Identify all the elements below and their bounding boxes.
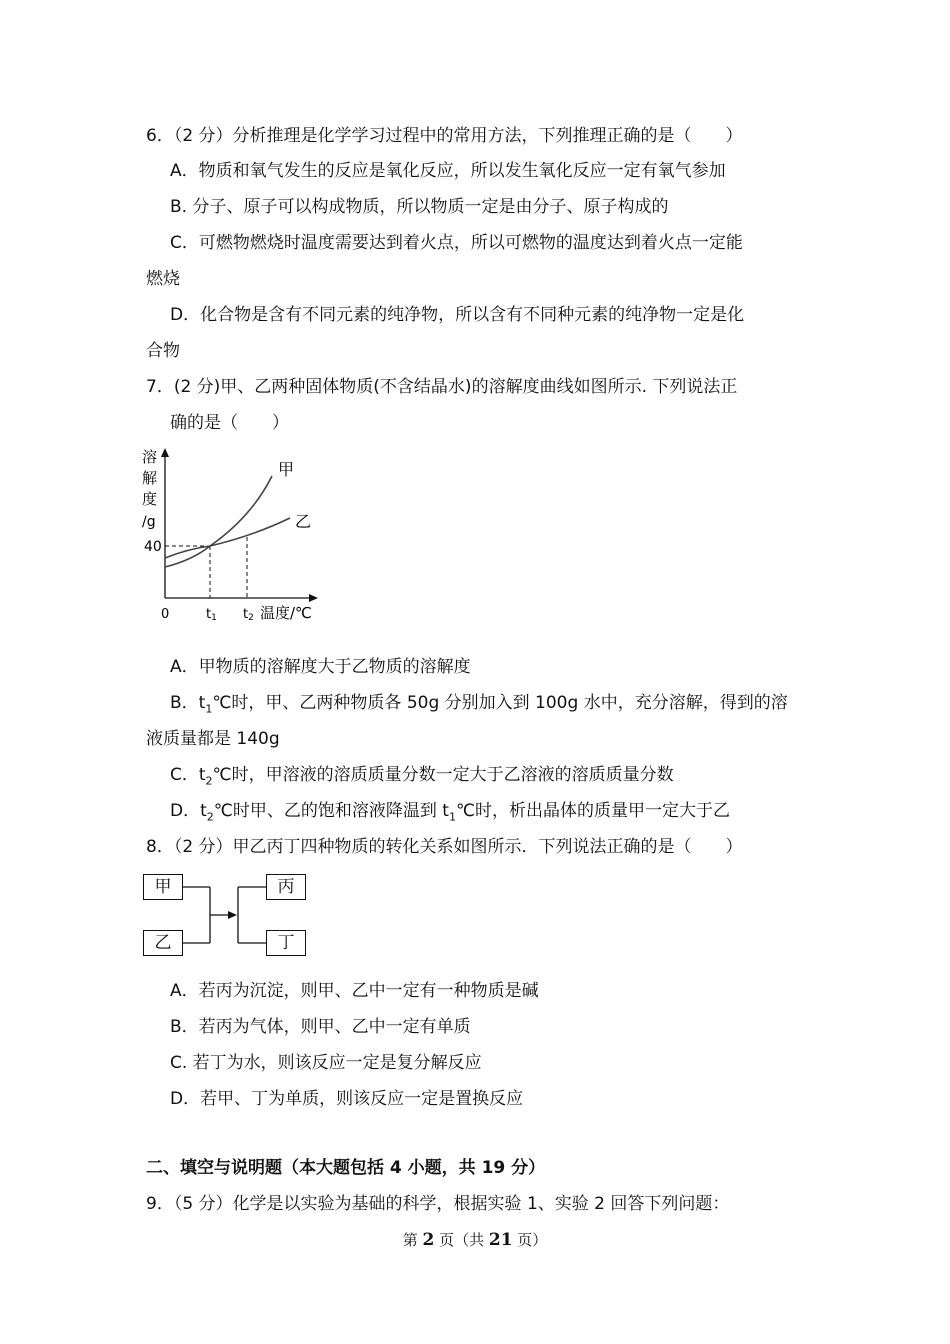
- box-ding: 丁: [266, 930, 306, 956]
- q6-option-c-line1: C．可燃物燃烧时温度需要达到着火点，所以可燃物的温度达到着火点一定能: [170, 233, 743, 253]
- diagram-connectors: [140, 868, 320, 963]
- q6-option-d-line2: 合物: [146, 341, 180, 361]
- box-yi: 乙: [143, 930, 183, 956]
- graph-t2-label: t2: [243, 607, 254, 623]
- q8-option-c: C. 若丁为水，则该反应一定是复分解反应: [170, 1053, 482, 1073]
- graph-ylabel-char-4: /g: [142, 514, 156, 530]
- graph-y-arrow: [161, 448, 169, 457]
- graph-origin: 0: [161, 607, 170, 622]
- curve-label-jia: 甲: [278, 460, 295, 479]
- q7-option-a: A．甲物质的溶解度大于乙物质的溶解度: [170, 657, 471, 677]
- q9-stem: 9．（5 分）化学是以实验为基础的科学，根据实验 1、实验 2 回答下列问题：: [146, 1194, 730, 1214]
- conversion-diagram: [140, 868, 320, 963]
- curve-yi: [165, 518, 290, 558]
- q6-stem: 6．（2 分）分析推理是化学学习过程中的常用方法，下列推理正确的是（ ）: [146, 126, 743, 146]
- q7-option-d: D．$t_2℃$时甲、乙的饱和溶液降温到 $t_1℃$时，析出晶体的质量甲一定大于乙: [170, 801, 731, 824]
- graph-ylabel-char-2: 解: [142, 469, 158, 487]
- q7-stem-line2: 确的是（ ）: [170, 413, 289, 433]
- q7-option-b-line1: B．$t_1℃$时，甲、乙两种物质各 50g 分别加入到 100g 水中，充分溶解，得到的溶: [170, 693, 788, 716]
- q6-option-b: B. 分子、原子可以构成物质，所以物质一定是由分子、原子构成的: [170, 197, 669, 217]
- q6-option-c-line2: 燃烧: [146, 269, 180, 289]
- q7-option-c: C．$t_2℃$时，甲溶液的溶质质量分数一定大于乙溶液的溶质质量分数: [170, 765, 674, 788]
- graph-x-arrow: [309, 594, 318, 602]
- q8-stem: 8．（2 分）甲乙丙丁四种物质的转化关系如图所示．下列说法正确的是（ ）: [146, 837, 743, 857]
- page-footer: 第 2 页（共 21 页）: [402, 1230, 548, 1250]
- graph-ylabel-char-3: 度: [142, 490, 158, 508]
- q6-option-d-line1: D．化合物是含有不同元素的纯净物，所以含有不同种元素的纯净物一定是化: [170, 305, 745, 325]
- q7-stem-line1: 7．(2 分)甲、乙两种固体物质(不含结晶水)的溶解度曲线如图所示. 下列说法正: [146, 377, 738, 397]
- curve-jia: [165, 476, 272, 567]
- graph-t1-label: t1: [206, 607, 217, 623]
- diagram-arrow: [228, 911, 237, 919]
- q8-option-d: D．若甲、丁为单质，则该反应一定是置换反应: [170, 1089, 524, 1109]
- solubility-graph: [140, 440, 340, 630]
- box-bing: 丙: [266, 874, 306, 900]
- curve-label-yi: 乙: [295, 512, 312, 531]
- q8-option-b: B．若丙为气体，则甲、乙中一定有单质: [170, 1017, 471, 1037]
- q6-option-a: A．物质和氧气发生的反应是氧化反应，所以发生氧化反应一定有氧气参加: [170, 161, 726, 181]
- q8-option-a: A．若丙为沉淀，则甲、乙中一定有一种物质是碱: [170, 981, 539, 1001]
- graph-xlabel: 温度/℃: [260, 604, 312, 622]
- graph-y-value-40: 40: [144, 539, 162, 555]
- graph-ylabel-char-1: 溶: [142, 448, 158, 466]
- box-jia: 甲: [143, 874, 183, 900]
- q7-option-b-line2: 液质量都是 140g: [146, 729, 280, 749]
- section-heading: 二、填空与说明题（本大题包括 4 小题，共 19 分）: [146, 1158, 546, 1178]
